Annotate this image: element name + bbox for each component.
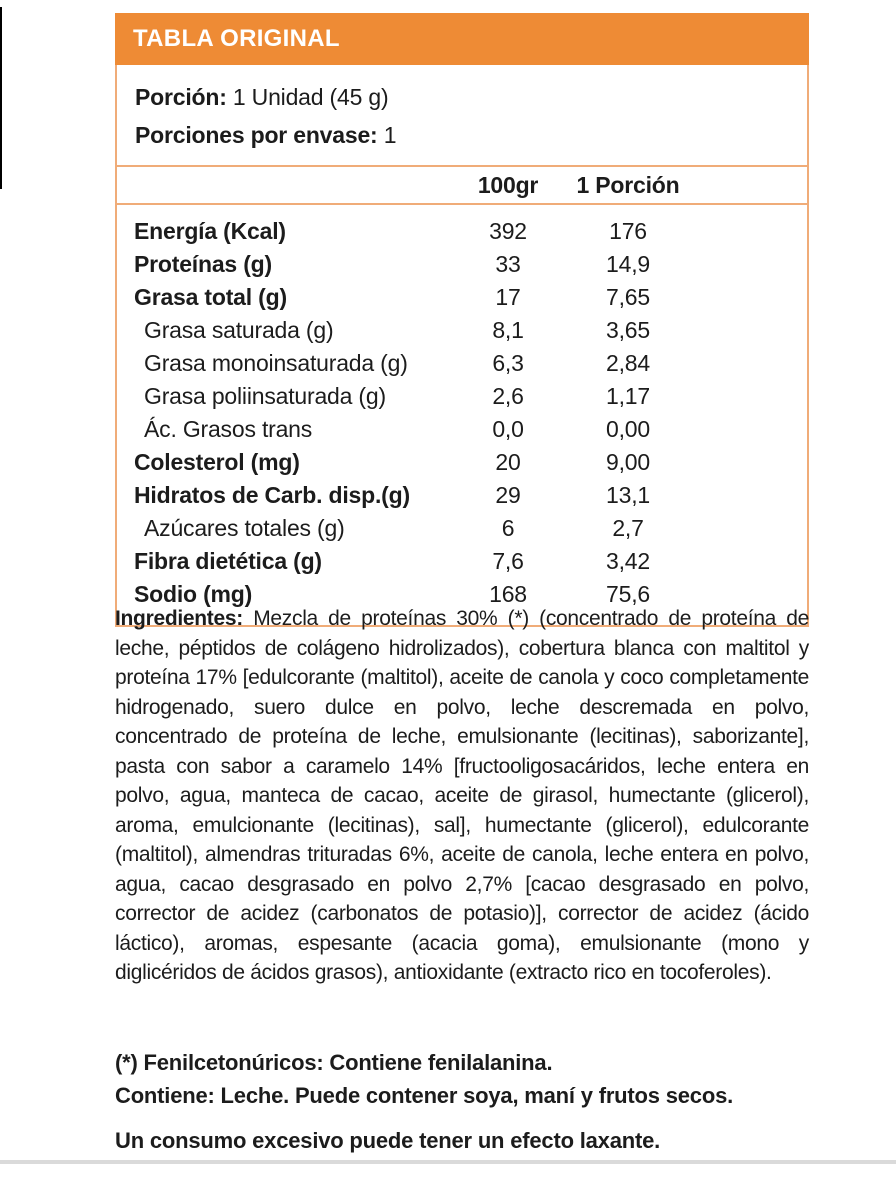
servings-line: [135, 116, 789, 154]
table-row-azucares: [117, 512, 807, 545]
row-per100: 17: [495, 284, 521, 310]
row-portion: 176: [609, 218, 647, 244]
row-name: Grasa total (g): [134, 284, 287, 310]
phenylketonurics-note: (*) Fenilcetonúricos: Contiene fenilalanina.: [115, 1050, 553, 1075]
laxative-note: Un consumo excesivo puede tener un efecto laxante.: [115, 1128, 661, 1153]
row-name: Hidratos de Carb. disp.(g): [134, 482, 410, 508]
left-edge-mark: [0, 7, 2, 189]
servings-label: Porciones por envase:: [135, 122, 378, 148]
ingredients-label: Ingredientes:: [115, 607, 243, 630]
row-name: Sodio (mg): [134, 581, 253, 607]
row-portion: 1,17: [606, 383, 650, 409]
row-portion: 3,42: [606, 548, 650, 574]
bottom-divider: [0, 1160, 896, 1164]
table-row-grasa-total: [117, 281, 807, 314]
label-header: [115, 13, 809, 65]
row-per100: 20: [495, 449, 521, 475]
table-row-grasos-trans: [117, 413, 807, 446]
row-name: Ác. Grasos trans: [144, 416, 313, 442]
table-row-proteinas: [117, 248, 807, 281]
row-per100: 6: [501, 515, 515, 541]
nutrition-table-frame: [115, 65, 809, 627]
portion-info-section: [117, 65, 807, 167]
row-per100: 6,3: [492, 350, 524, 376]
row-portion: 14,9: [606, 251, 650, 277]
row-portion: 2,84: [606, 350, 650, 376]
row-per100: 392: [489, 218, 527, 244]
allergens-note: Contiene: Leche. Puede contener soya, maní y frutos secos.: [115, 1083, 734, 1108]
row-portion: 75,6: [606, 581, 650, 607]
row-name: Grasa poliinsaturada (g): [144, 383, 386, 409]
ingredients-paragraph: [115, 604, 809, 988]
footnotes-section: [115, 1046, 809, 1157]
row-portion: 0,00: [606, 416, 650, 442]
portion-label: Porción:: [135, 84, 227, 110]
table-row-grasa-poliinsaturada: [117, 380, 807, 413]
row-portion: 9,00: [606, 449, 650, 475]
row-name: Energía (Kcal): [134, 218, 286, 244]
row-portion: 13,1: [606, 482, 650, 508]
column-header-row: [117, 167, 807, 205]
row-per100: 33: [495, 251, 521, 277]
label-title: TABLA ORIGINAL: [133, 25, 340, 52]
table-row-fibra: [117, 545, 807, 578]
nutrient-rows: [117, 205, 807, 625]
table-row-grasa-saturada: [117, 314, 807, 347]
row-name: Proteínas (g): [134, 251, 272, 277]
ingredients-text: Mezcla de proteínas 30% (*) (concentrado de proteína de leche, péptidos de colágeno hidrolizados), cobertura blanca con maltitol y proteína 17% [edulcorante (maltitol), aceite de canola y coco completamente hidrogenado, suero dulce en polvo, leche descremada en polvo, concentrado de proteína de leche, emulsionante (lecitinas), saborizante], pasta con sabor a caramelo 14% [fructooligosacáridos, leche entera en polvo, agua, manteca de cacao, aceite de girasol, humectante (glicerol), aroma, emulcionante (lecitinas), sal], humectante (glicerol), edulcorante (maltitol), almendras trituradas 6%, aceite de canola, leche entera en polvo, agua, cacao desgrasado en polvo 2,7% [cacao desgrasado en polvo, corrector de acidez (carbonatos de potasio)], corrector de acidez (ácido láctico), aromas, espesante (acacia goma), emulsionante (mono y diglicéridos de ácidos grasos), antioxidante (extracto rico en tocoferoles).: [115, 607, 809, 984]
column-header-100g: 100gr: [477, 171, 539, 198]
row-portion: 3,65: [606, 317, 650, 343]
row-per100: 168: [489, 581, 527, 607]
row-per100: 7,6: [492, 548, 524, 574]
table-row-hidratos: [117, 479, 807, 512]
servings-value: 1: [383, 122, 397, 148]
row-portion: 2,7: [612, 515, 644, 541]
table-row-colesterol: [117, 446, 807, 479]
row-per100: 29: [495, 482, 521, 508]
column-header-portion: 1 Porción: [576, 171, 680, 198]
row-per100: 8,1: [492, 317, 524, 343]
portion-line: [135, 78, 789, 116]
row-name: Fibra dietética (g): [134, 548, 322, 574]
row-portion: 7,65: [606, 284, 650, 310]
row-per100: 2,6: [492, 383, 524, 409]
table-row-grasa-monoinsaturada: [117, 347, 807, 380]
portion-value: 1 Unidad (45 g): [232, 84, 389, 110]
nutrition-label: [115, 13, 809, 627]
row-name: Grasa monoinsaturada (g): [144, 350, 408, 376]
row-per100: 0,0: [492, 416, 524, 442]
row-name: Colesterol (mg): [134, 449, 300, 475]
table-row-energia: [117, 215, 807, 248]
row-name: Grasa saturada (g): [144, 317, 334, 343]
row-name: Azúcares totales (g): [144, 515, 345, 541]
